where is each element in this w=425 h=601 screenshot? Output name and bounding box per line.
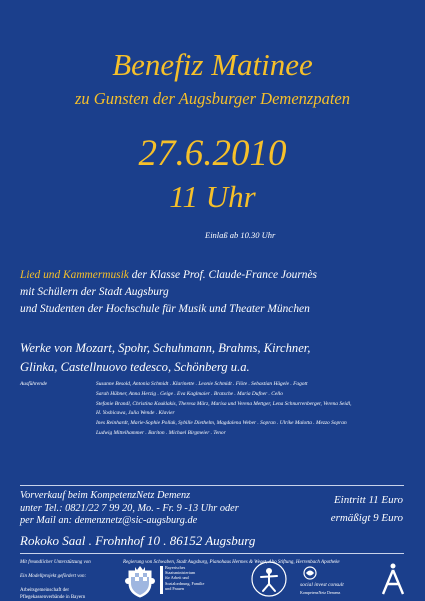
poster-title: Benefiz Matinee — [112, 47, 313, 82]
ministry-line: Bayerisches — [165, 565, 186, 570]
modell-label: Ein Modellprojekt gefördert von: — [20, 574, 87, 579]
price-reduced: ermäßigt 9 Euro — [330, 512, 403, 524]
works-line-2: Glinka, Castellnuovo tedesco, Schönberg u.a. — [20, 359, 250, 374]
ministry-line: und Frauen — [165, 585, 184, 591]
modell-org-line-2: Pflegekassenverbände in Bayern — [20, 595, 86, 600]
dancing-figure-logo-icon — [250, 560, 288, 598]
performer-line: Ines Reinhardt, Marie-Sophie Pollak, Sybille Diethelm, Magdalena Weber . Sopran . Ulrike Malotta . Mezzo Sopran — [96, 420, 347, 427]
a-letter-logo-icon — [380, 562, 406, 596]
ministry-line: Staatsministerium — [165, 570, 196, 576]
works-line-1: Werke von Mozart, Spohr, Schuhmann, Brahms, Kirchner, — [20, 341, 311, 355]
divider-bottom — [20, 553, 404, 554]
program-line-1-rest: der Klasse Prof. Claude-France Journès — [128, 269, 317, 281]
admission-time: Einlaß ab 10.30 Uhr — [205, 230, 276, 240]
program-line-3: und Studenten der Hochschule für Musik und Theater München — [20, 303, 310, 315]
modell-project — [20, 573, 86, 601]
performers-label: Ausführende — [20, 381, 48, 387]
program-description — [20, 267, 420, 318]
sic-subtitle: KompetenzNetz Demenz — [300, 590, 341, 595]
presale-line-1: Vorverkauf beim KompetenzNetz Demenz — [20, 490, 191, 501]
event-time: 11 Uhr — [169, 179, 256, 214]
program-highlight: Lied und Kammermusik — [20, 269, 129, 281]
ministry-bar — [160, 566, 163, 594]
bavarian-crest-icon — [125, 565, 155, 598]
poster-subtitle: zu Gunsten der Augsburger Demenzpaten — [75, 89, 350, 108]
performers-list — [96, 380, 420, 439]
event-date: 27.6.2010 — [138, 133, 287, 174]
sic-name: social invest consult — [300, 582, 344, 588]
performer-line: Stefanie Brandl, Christina Kouklakis, Theresa März, Marisa und Verena Mettger, Lena Schnurrenberger, Verena Seidl, — [96, 400, 352, 407]
program-line-1 — [20, 267, 420, 284]
divider-top — [20, 485, 404, 486]
support-label: Mit freundlicher Unterstützung von — [20, 560, 91, 565]
performer-line: Ludwig Mittelhammer . Bariton . Michael Birgmeier . Tenor — [96, 429, 226, 436]
modell-org-line-1: Arbeitsgemeinschaft der — [20, 588, 70, 593]
presale-line-3: per Mail an: demenznetz@sic-augsburg.de — [20, 515, 198, 526]
ministry-line: Sozialordnung, Familie — [165, 580, 205, 586]
venue-address: Rokoko Saal . Frohnhof 10 . 86152 Augsburg — [20, 533, 256, 548]
program-line-2: mit Schülern der Stadt Augsburg — [20, 286, 169, 298]
presale-info — [20, 490, 239, 528]
performer-line: H. Yoshicawa, Julia Wende . Klavier — [96, 410, 175, 417]
ticket-prices — [331, 491, 403, 527]
ministry-line: für Arbeit und — [165, 575, 189, 581]
ministry-text — [165, 565, 204, 591]
presale-line-2: unter Tel.: 0821/22 7 99 20, Mo. - Fr. 9 -13 Uhr oder — [20, 502, 239, 514]
performer-line: Susanne Besold, Antonia Schmidt . Klarinette . Leonie Schmidt . Flöte . Sebastian Hägele . Fagott — [96, 381, 308, 387]
support-list: Regierung von Schwaben, Stadt Augsburg, Pianohaus Hermes & Weget, Abo Stiftung, Herrenbach Apotheke — [123, 560, 340, 565]
price-full: Eintritt 11 Euro — [333, 494, 403, 506]
works-list — [20, 339, 420, 376]
performer-line: Sarah Hübner, Anna Herzig . Geige . Eva Kaglmaier . Bratsche . Maria Dufner . Cello — [96, 390, 283, 397]
